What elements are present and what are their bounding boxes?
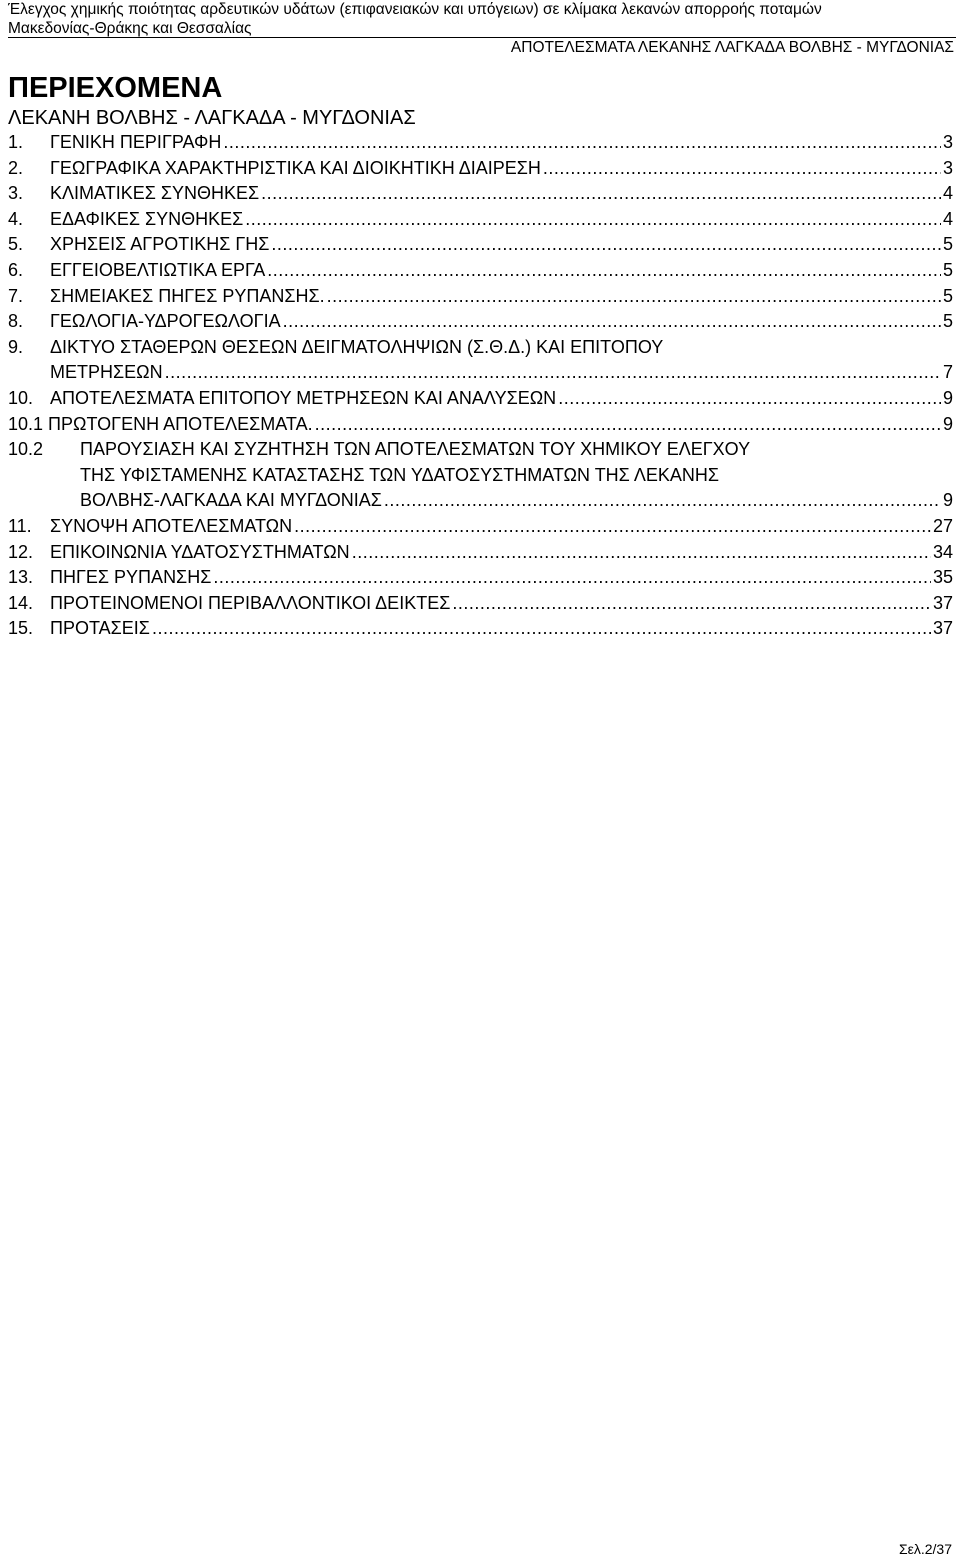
toc-page-number: 4: [942, 183, 953, 204]
toc-number: 7.: [8, 285, 24, 306]
toc-number: 13.: [8, 567, 34, 588]
toc-entry-4[interactable]: [8, 207, 953, 233]
header-line-2: Μακεδονίας-Θράκης και Θεσσαλίας: [8, 20, 252, 37]
toc-entry-11[interactable]: [8, 514, 953, 540]
toc-title: ΧΡΗΣΕΙΣ ΑΓΡΟΤΙΚΗΣ ΓΗΣ: [50, 234, 270, 255]
toc-title: ΠΡΟΤΑΣΕΙΣ: [50, 618, 150, 639]
toc-entry-13[interactable]: [8, 565, 953, 591]
toc-title: ΕΠΙΚΟΙΝΩΝΙΑ ΥΔΑΤΟΣΥΣΤΗΜΑΤΩΝ: [50, 541, 350, 562]
dot-leader: [213, 565, 931, 591]
dot-leader: [384, 488, 941, 514]
toc-entry-5[interactable]: [8, 232, 953, 258]
toc-title: ΣΗΜΕΙΑΚΕΣ ΠΗΓΕΣ ΡΥΠΑΝΣΗΣ.: [50, 285, 325, 306]
toc-page-number: 5: [942, 285, 953, 306]
toc-title: ΕΔΑΦΙΚΕΣ ΣΥΝΘΗΚΕΣ: [50, 208, 244, 229]
running-header: [8, 0, 956, 56]
toc-entry-12[interactable]: [8, 540, 953, 566]
toc-title: ΠΡΩΤΟΓΕΝΗ ΑΠΟΤΕΛΕΣΜΑΤΑ.: [48, 413, 313, 434]
dot-leader: [283, 309, 941, 335]
table-of-contents: [8, 130, 953, 642]
toc-number: 5.: [8, 234, 24, 255]
toc-entry-14[interactable]: [8, 591, 953, 617]
page-title: ΠΕΡΙΕΧΟΜΕΝΑ: [8, 72, 223, 104]
header-section-title: ΑΠΟΤΕΛΕΣΜΑΤΑ ΛΕΚΑΝΗΣ ΛΑΓΚΑΔΑ ΒΟΛΒΗΣ - ΜΥΓΔΟΝΙΑΣ: [510, 39, 954, 56]
toc-page-number: 5: [942, 259, 953, 280]
dot-leader: [245, 207, 941, 233]
toc-number: 15.: [8, 618, 34, 639]
toc-number: 12.: [8, 541, 34, 562]
toc-number: 9.: [8, 336, 24, 357]
toc-page-number: 9: [942, 387, 953, 408]
dot-leader: [315, 412, 941, 438]
toc-title: ΠΡΟΤΕΙΝΟΜΕΝΟΙ ΠΕΡΙΒΑΛΛΟΝΤΙΚΟΙ ΔΕΙΚΤΕΣ: [50, 592, 451, 613]
toc-title-line: ΔΙΚΤΥΟ ΣΤΑΘΕΡΩΝ ΘΕΣΕΩΝ ΔΕΙΓΜΑΤΟΛΗΨΙΩΝ (Σ.Θ.Δ.) ΚΑΙ ΕΠΙΤΟΠΟΥ: [50, 336, 664, 357]
dot-leader: [152, 616, 931, 642]
toc-title: ΚΛΙΜΑΤΙΚΕΣ ΣΥΝΘΗΚΕΣ: [50, 183, 260, 204]
toc-number: 6.: [8, 259, 24, 280]
toc-page-number: 9: [942, 413, 953, 434]
dot-leader: [294, 514, 931, 540]
toc-title: ΒΟΛΒΗΣ-ΛΑΓΚΑΔΑ ΚΑΙ ΜΥΓΔΟΝΙΑΣ: [80, 490, 382, 511]
toc-number: 1.: [8, 132, 24, 152]
toc-number: 4.: [8, 208, 24, 229]
toc-page-number: 3: [942, 157, 953, 178]
page-number-footer: Σελ.2/37: [898, 1541, 952, 1557]
toc-title: ΠΗΓΕΣ ΡΥΠΑΝΣΗΣ: [50, 567, 212, 588]
toc-page-number: 4: [942, 208, 953, 229]
dot-leader: [452, 591, 931, 617]
toc-entry-1[interactable]: [8, 130, 953, 156]
toc-number: 3.: [8, 183, 24, 204]
dot-leader: [271, 232, 941, 258]
toc-page-number: 27: [932, 515, 953, 536]
toc-title: ΓΕΝΙΚΗ ΠΕΡΙΓΡΑΦΗ: [50, 132, 222, 152]
toc-entry-9[interactable]: [8, 335, 953, 386]
dot-leader: [261, 181, 941, 207]
toc-page-number: 9: [942, 490, 953, 511]
toc-title: ΜΕΤΡΗΣΕΩΝ: [50, 362, 163, 383]
toc-title: ΑΠΟΤΕΛΕΣΜΑΤΑ ΕΠΙΤΟΠΟΥ ΜΕΤΡΗΣΕΩΝ ΚΑΙ ΑΝΑΛΥΣΕΩΝ: [50, 387, 557, 408]
toc-number: 10.1: [8, 413, 44, 434]
toc-page-number: 5: [942, 311, 953, 332]
dot-leader: [352, 540, 931, 566]
toc-number: 8.: [8, 311, 24, 332]
toc-page-number: 35: [932, 567, 953, 588]
toc-entry-7[interactable]: [8, 284, 953, 310]
toc-number: 11.: [8, 515, 32, 536]
toc-page-number: 5: [942, 234, 953, 255]
toc-number: 10.2: [8, 439, 44, 460]
toc-page-number: 7: [942, 362, 953, 383]
toc-page-number: 34: [932, 541, 953, 562]
toc-number: 10.: [8, 387, 34, 408]
page-subtitle: ΛΕΚΑΝΗ ΒΟΛΒΗΣ - ΛΑΓΚΑΔΑ - ΜΥΓΔΟΝΙΑΣ: [8, 107, 416, 129]
toc-page-number: 3: [942, 132, 953, 152]
toc-entry-10-2[interactable]: [8, 437, 953, 514]
dot-leader: [267, 258, 941, 284]
toc-page-number: 37: [932, 618, 953, 639]
dot-leader: [558, 386, 941, 412]
toc-title: ΓΕΩΓΡΑΦΙΚΑ ΧΑΡΑΚΤΗΡΙΣΤΙΚΑ ΚΑΙ ΔΙΟΙΚΗΤΙΚΗ ΔΙΑΙΡΕΣΗ: [50, 157, 541, 178]
toc-number: 14.: [8, 592, 34, 613]
toc-title: ΣΥΝΟΨΗ ΑΠΟΤΕΛΕΣΜΑΤΩΝ: [50, 515, 293, 536]
toc-number: 2.: [8, 157, 24, 178]
toc-title: ΕΓΓΕΙΟΒΕΛΤΙΩΤΙΚΑ ΕΡΓΑ: [50, 259, 266, 280]
dot-leader: [165, 360, 941, 386]
toc-entry-2[interactable]: [8, 156, 953, 182]
toc-entry-8[interactable]: [8, 309, 953, 335]
toc-title-line: ΤΗΣ ΥΦΙΣΤΑΜΕΝΗΣ ΚΑΤΑΣΤΑΣΗΣ ΤΩΝ ΥΔΑΤΟΣΥΣΤΗΜΑΤΩΝ ΤΗΣ ΛΕΚΑΝΗΣ: [80, 464, 719, 485]
dot-leader: [327, 284, 941, 310]
toc-entry-6[interactable]: [8, 258, 953, 284]
dot-leader: [543, 156, 941, 182]
header-line-1: Έλεγχος χημικής ποιότητας αρδευτικών υδάτων (επιφανειακών και υπόγειων) σε κλίμακα λεκανών απορροής ποταμών: [8, 1, 822, 18]
toc-title-line: ΠΑΡΟΥΣΙΑΣΗ ΚΑΙ ΣΥΖΗΤΗΣΗ ΤΩΝ ΑΠΟΤΕΛΕΣΜΑΤΩΝ ΤΟΥ ΧΗΜΙΚΟΥ ΕΛΕΓΧΟΥ: [80, 439, 751, 460]
toc-entry-10[interactable]: [8, 386, 953, 412]
toc-entry-15[interactable]: [8, 616, 953, 642]
toc-entry-10-1[interactable]: [8, 412, 953, 438]
toc-entry-3[interactable]: [8, 181, 953, 207]
dot-leader: [223, 130, 941, 156]
toc-title: ΓΕΩΛΟΓΙΑ-ΥΔΡΟΓΕΩΛΟΓΙΑ: [50, 311, 281, 332]
toc-page-number: 37: [932, 592, 953, 613]
